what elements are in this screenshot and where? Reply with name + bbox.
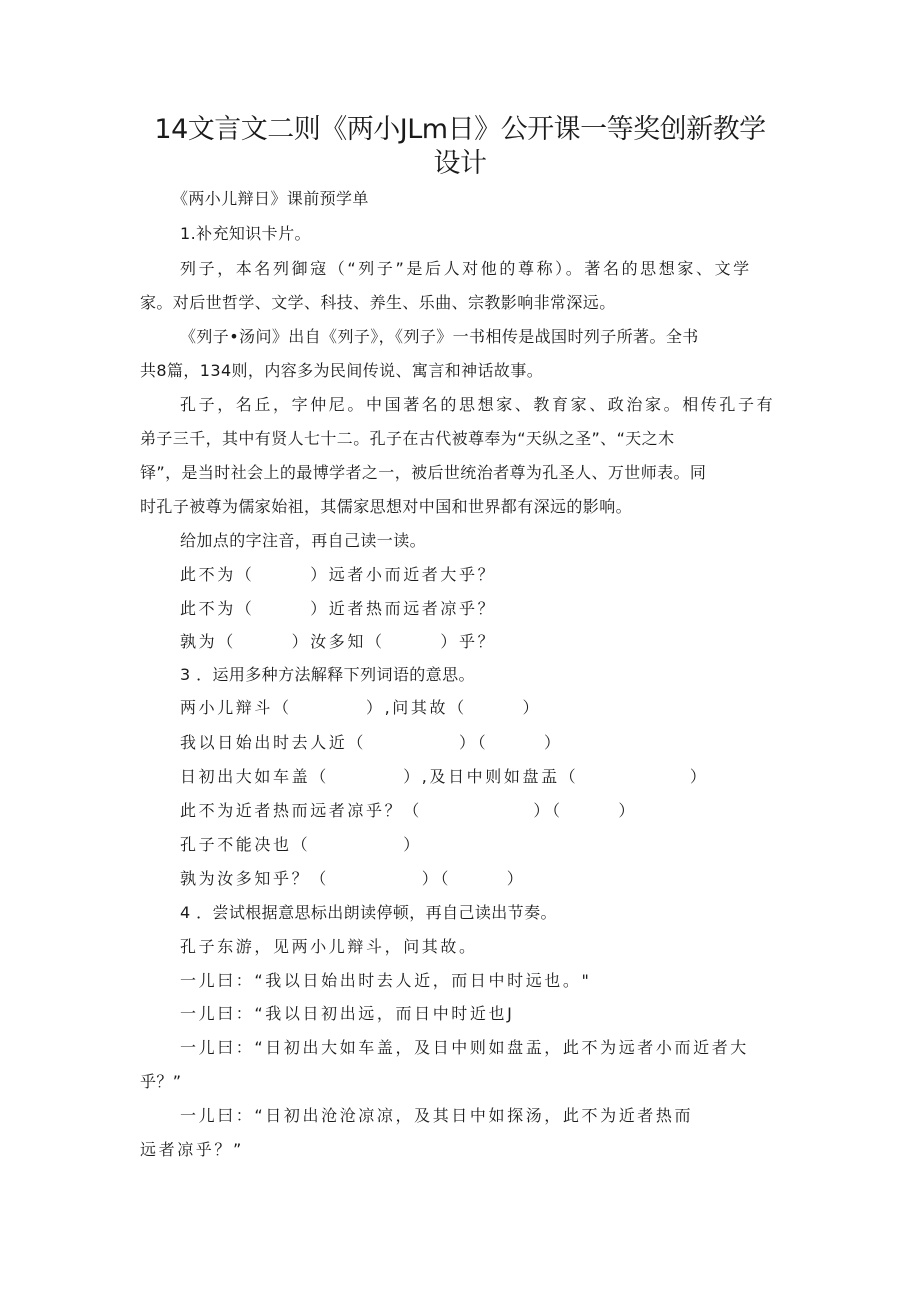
- list-item: 1.补充知识卡片。: [180, 224, 311, 243]
- exercise-line: 此不为近者热而远者凉乎？（ ）（ ）: [180, 801, 638, 820]
- exercise-line: 此不为（ ）远者小而近者大乎？: [180, 565, 497, 584]
- paragraph-line: 列子，本名列御寇（“列子”是后人对他的尊称）。著名的思想家、文学: [180, 259, 752, 278]
- paragraph-line: 孔子，名丘，字仲尼。中国著名的思想家、教育家、政治家。相传孔子有: [180, 395, 776, 414]
- passage-line: 一儿曰：“日初出大如车盖，及日中则如盘盂，此不为远者小而近者大: [180, 1038, 749, 1057]
- passage-line: 孔子东游，见两小儿辩斗，问其故。: [180, 937, 478, 956]
- document-title-line-1: 14文言文二则《两小JLm日》公开课一等奖创新教学: [154, 114, 766, 145]
- passage-line: 一儿曰：“我以日初出远，而日中时近也J: [180, 1004, 515, 1023]
- exercise-line: 孰为汝多知乎？（ ）（ ）: [180, 869, 526, 888]
- exercise-line: 两小儿辩斗（ ）,问其故（ ）: [180, 698, 542, 717]
- passage-line: 乎？”: [140, 1072, 182, 1091]
- exercise-line: 孰为（ ）汝多知（ ）乎？: [180, 632, 497, 651]
- paragraph-line: 铎”，是当时社会上的最博学者之一，被后世统治者尊为孔圣人、万世师表。同: [140, 463, 707, 482]
- section-heading: 《两小儿辩日》课前预学单: [172, 189, 369, 208]
- exercise-line: 我以日始出时去人近（ ）（ ）: [180, 733, 563, 752]
- passage-line: 远者凉乎？”: [140, 1140, 244, 1159]
- list-item: 4 ．尝试根据意思标出朗读停顿，再自己读出节奏。: [180, 903, 557, 922]
- document-title-line-2: 设计: [433, 148, 487, 179]
- paragraph-line: 弟子三千，其中有贤人七十二。孔子在古代被尊奉为“天纵之圣”、“天之木: [140, 429, 675, 448]
- list-item: 3 ．运用多种方法解释下列词语的意思。: [180, 665, 475, 684]
- paragraph-line: 家。对后世哲学、文学、科技、养生、乐曲、宗教影响非常深远。: [140, 293, 616, 312]
- paragraph-line: 时孔子被尊为儒家始祖，其儒家思想对中国和世界都有深远的影响。: [140, 497, 633, 516]
- exercise-line: 此不为（ ）近者热而远者凉乎？: [180, 599, 497, 618]
- paragraph-line: 《列子•汤问》出自《列子》，《列子》一书相传是战国时列子所著。全书: [180, 327, 699, 346]
- exercise-line: 日初出大如车盖（ ）,及日中则如盘盂（ ）: [180, 767, 709, 786]
- paragraph-line: 共8篇，134则，内容多为民间传说、寓言和神话故事。: [140, 361, 544, 380]
- passage-line: 一儿曰：“日初出沧沧凉凉，及其日中如探汤，此不为近者热而: [180, 1106, 694, 1125]
- exercise-line: 孔子不能决也（ ）: [180, 835, 422, 854]
- passage-line: 一儿曰：“我以日始出时去人近，而日中时远也。": [180, 971, 592, 990]
- instruction-line: 给加点的字注音，再自己读一读。: [180, 531, 427, 550]
